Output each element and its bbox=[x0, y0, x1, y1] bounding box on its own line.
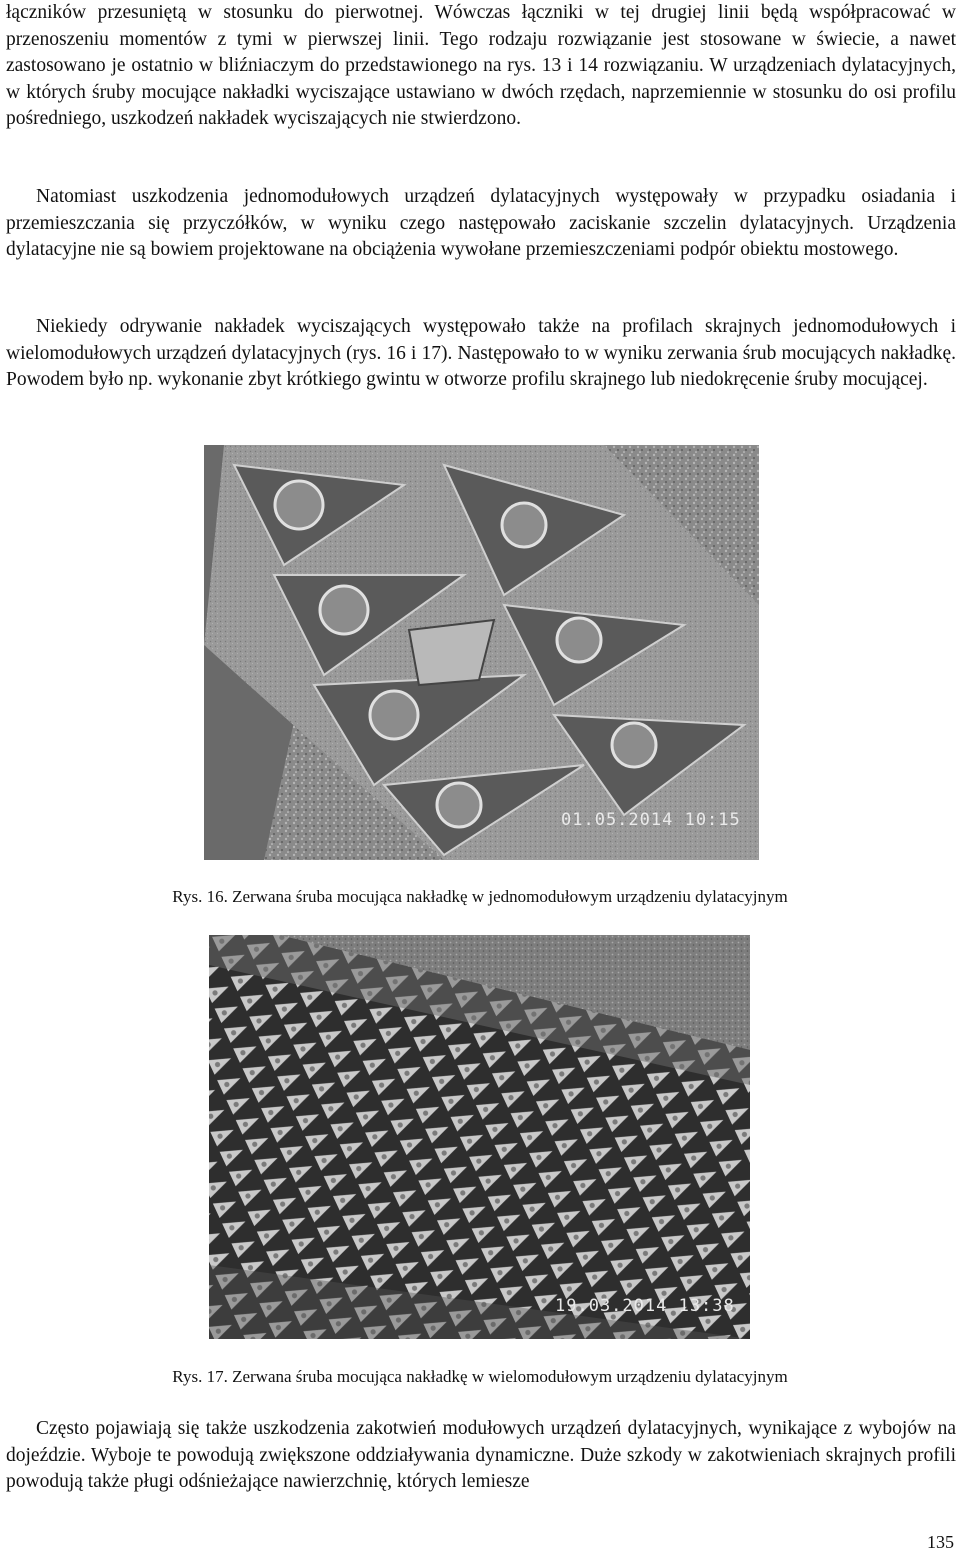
page-number: 135 bbox=[927, 1532, 954, 1552]
figure-17-caption: Rys. 17. Zerwana śruba mocująca nakładkę w wielomodułowym urządzeniu dylatacyjnym bbox=[172, 1367, 788, 1386]
figure-17-timestamp: 19.03.2014 13:38 bbox=[555, 1296, 735, 1316]
figure-17-photo bbox=[209, 935, 750, 1339]
paragraph-2: Natomiast uszkodzenia jednomodułowych urządzeń dylatacyjnych występowały w przypadku osiadania i przemieszczania się przyczółków, w wyniku czego następowało zaciskanie szczelin dylatacyjnych. Urządzenia dylatacyjne nie są bowiem projektowane na obciążenia wywołane przemieszczeniami podpór obiektu mostowego. bbox=[6, 186, 956, 260]
figure-16-photo bbox=[204, 445, 759, 860]
paragraph-3: Niekiedy odrywanie nakładek wyciszających występowało także na profilach skrajnych jednomodułowych i wielomodułowych urządzeń dylatacyjnych (rys. 16 i 17). Następowało to w wyniku zerwania śrub mocujących nakładkę. Powodem było np. wykonanie zbyt krótkiego gwintu w otworze profilu skrajnego lub niedokręcenie śruby mocującej. bbox=[6, 316, 956, 390]
figure-16-caption: Rys. 16. Zerwana śruba mocująca nakładkę w jednomodułowym urządzeniu dylatacyjnym bbox=[172, 887, 788, 906]
figure-16-timestamp: 01.05.2014 10:15 bbox=[561, 810, 741, 830]
paragraph-1: łączników przesuniętą w stosunku do pierwotnej. Wówczas łączniki w tej drugiej linii będą współpracować w przenoszeniu momentów z tymi w pierwszej linii. Tego rodzaju rozwiązanie jest stosowane w świecie, a nawet zastosowano je ostatnio w bliźniaczym do przedstawionego na rys. 13 i 14 rozwiązaniu. W urządzeniach dylatacyjnych, w których śruby mocujące nakładki wyciszające ustawiano w dwóch rzędach, naprzemiennie w stosunku do osi profilu pośredniego, uszkodzeń nakładek wyciszających nie stwierdzono. bbox=[6, 2, 956, 129]
paragraph-4: Często pojawiają się także uszkodzenia zakotwień modułowych urządzeń dylatacyjnych, wynikające z wybojów na dojeździe. Wyboje te powodują zwiększone oddziaływania dynamiczne. Duże szkody w zakotwieniach skrajnych profili powodują także pługi odśnieżające nawierzchnię, których lemiesze bbox=[6, 1418, 956, 1492]
